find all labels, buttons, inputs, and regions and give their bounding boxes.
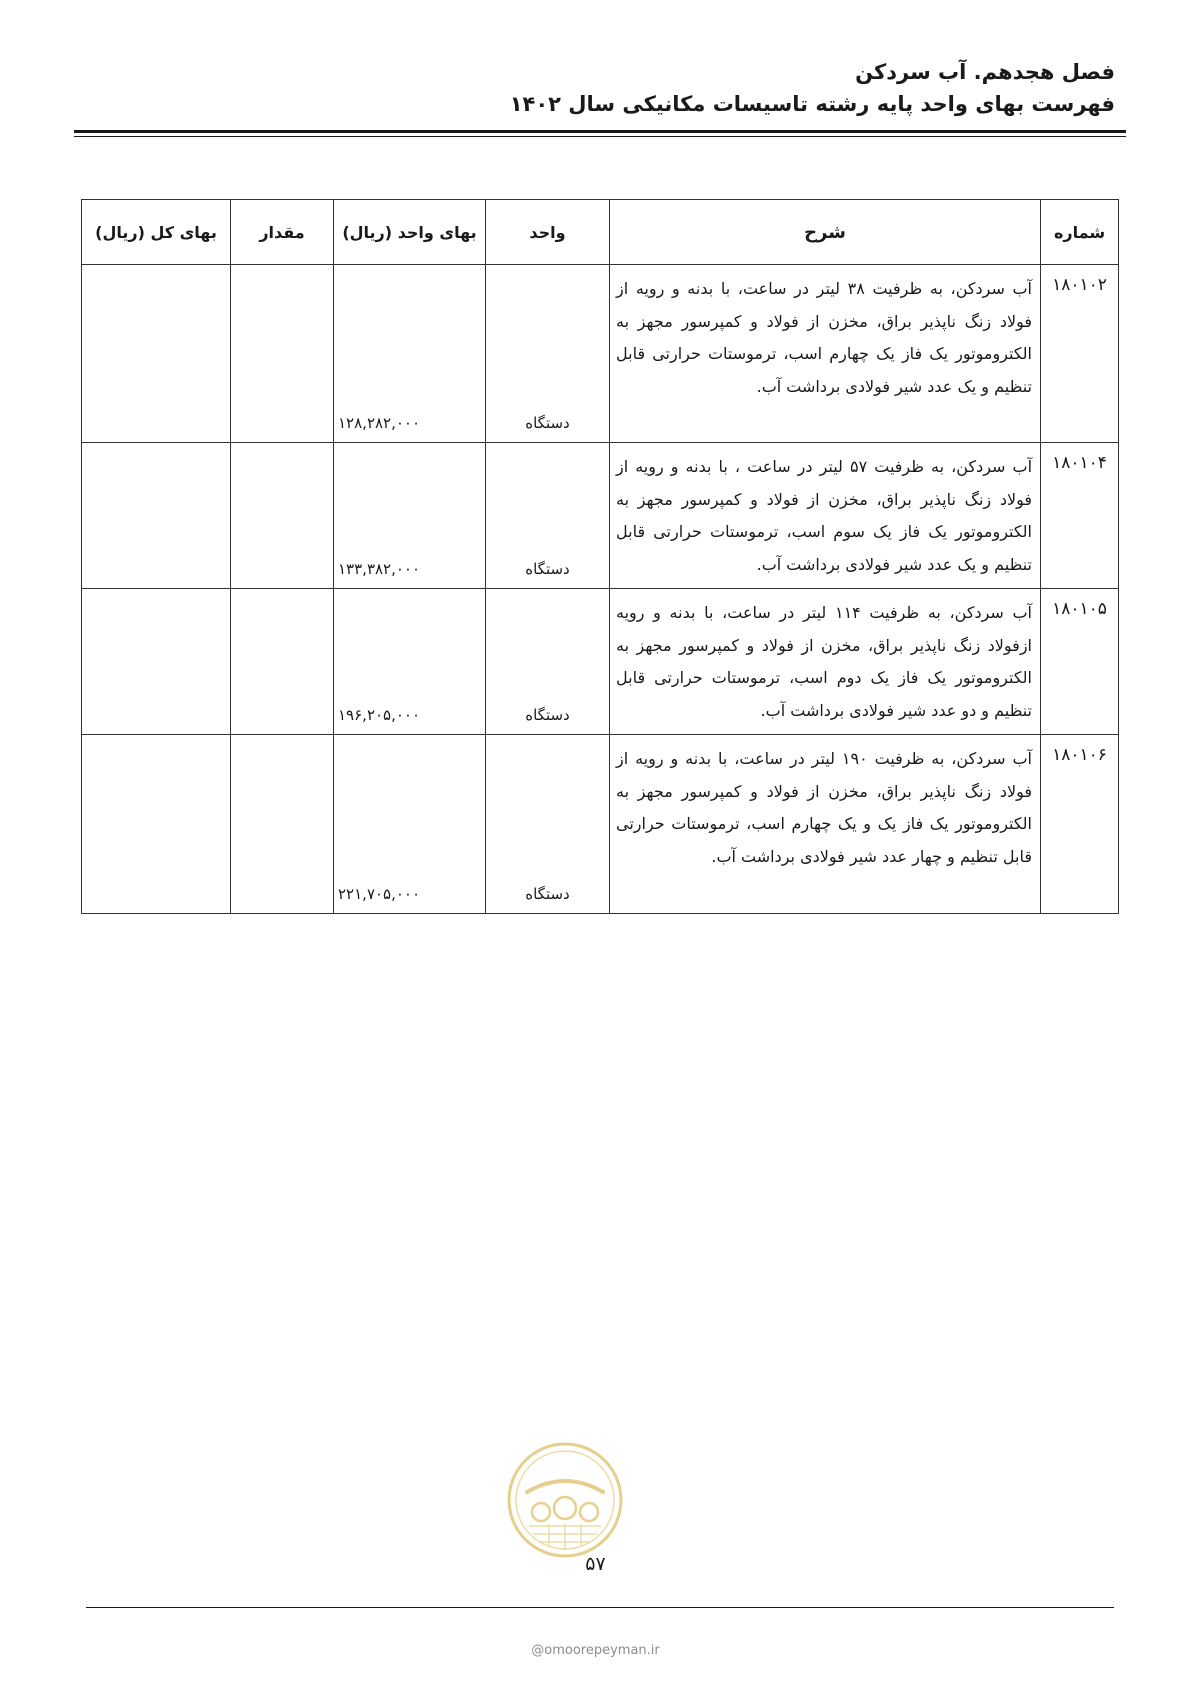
footer-site-link[interactable]: @omoorepeyman.ir <box>531 1643 660 1658</box>
item-code: ۱۸۰۱۰۴ <box>1041 443 1119 589</box>
item-unit: دستگاه <box>486 265 610 443</box>
price-list-table <box>81 199 1119 914</box>
item-quantity <box>231 589 334 735</box>
column-header-description: شرح <box>610 200 1041 265</box>
table-row <box>82 265 1119 443</box>
column-header-unit: واحد <box>486 200 610 265</box>
footer-rule <box>86 1607 1114 1608</box>
item-unit: دستگاه <box>486 589 610 735</box>
item-unit-price: ۲۲۱,۷۰۵,۰۰۰ <box>334 735 486 914</box>
item-total-price <box>82 265 231 443</box>
table-row <box>82 443 1119 589</box>
item-unit: دستگاه <box>486 443 610 589</box>
header-rule-thin <box>74 136 1126 137</box>
item-code: ۱۸۰۱۰۵ <box>1041 589 1119 735</box>
table-header-row <box>82 200 1119 265</box>
table-row <box>82 735 1119 914</box>
page-number: ۵۷ <box>585 1553 606 1575</box>
item-total-price <box>82 443 231 589</box>
page-header <box>65 56 1115 120</box>
item-total-price <box>82 735 231 914</box>
column-header-quantity: مقدار <box>231 200 334 265</box>
item-quantity <box>231 265 334 443</box>
item-description: آب سردکن، به ظرفیت ۱۱۴ لیتر در ساعت، با بدنه و رویه ازفولاد زنگ ناپذیر براق، مخزن از فولاد و کمپرسور مجهز به الکتروموتور یک فاز یک دوم اسب، ترموستات حرارتی قابل تنظیم و دو عدد شیر فولادی برداشت آب. <box>610 589 1041 735</box>
item-description: آب سردکن، به ظرفیت ۵۷ لیتر در ساعت ، با بدنه و رویه از فولاد زنگ ناپذیر براق، مخزن از فولاد و کمپرسور مجهز به الکتروموتور یک فاز یک سوم اسب، ترموستات حرارتی قابل تنظیم و یک عدد شیر فولادی برداشت آب. <box>610 443 1041 589</box>
item-description: آب سردکن، به ظرفیت ۳۸ لیتر در ساعت، با بدنه و رویه از فولاد زنگ ناپذیر براق، مخزن از فولاد و کمپرسور مجهز به الکتروموتور یک فاز یک چهارم اسب، ترموستات حرارتی قابل تنظیم و یک عدد شیر فولادی برداشت آب. <box>610 265 1041 443</box>
item-total-price <box>82 589 231 735</box>
header-rule-thick <box>74 130 1126 133</box>
item-quantity <box>231 443 334 589</box>
item-unit-price: ۱۲۸,۲۸۲,۰۰۰ <box>334 265 486 443</box>
table-row <box>82 589 1119 735</box>
document-subtitle: فهرست بهای واحد پایه رشته تاسیسات مکانیکی سال ۱۴۰۲ <box>509 92 1115 116</box>
item-unit-price: ۱۹۶,۲۰۵,۰۰۰ <box>334 589 486 735</box>
item-code: ۱۸۰۱۰۶ <box>1041 735 1119 914</box>
watermark-logo <box>505 1440 625 1560</box>
item-unit: دستگاه <box>486 735 610 914</box>
item-code: ۱۸۰۱۰۲ <box>1041 265 1119 443</box>
item-unit-price: ۱۳۳,۳۸۲,۰۰۰ <box>334 443 486 589</box>
column-header-total-price: بهای کل (ریال) <box>82 200 231 265</box>
chapter-title: فصل هجدهم. آب سردکن <box>855 60 1115 84</box>
column-header-unit-price: بهای واحد (ریال) <box>334 200 486 265</box>
item-quantity <box>231 735 334 914</box>
item-description: آب سردکن، به ظرفیت ۱۹۰ لیتر در ساعت، با بدنه و رویه از فولاد زنگ ناپذیر براق، مخزن از فولاد و کمپرسور مجهز به الکتروموتور یک فاز یک و یک چهارم اسب، ترموستات حرارتی قابل تنظیم و چهار عدد شیر فولادی برداشت آب. <box>610 735 1041 914</box>
column-header-code: شماره <box>1041 200 1119 265</box>
